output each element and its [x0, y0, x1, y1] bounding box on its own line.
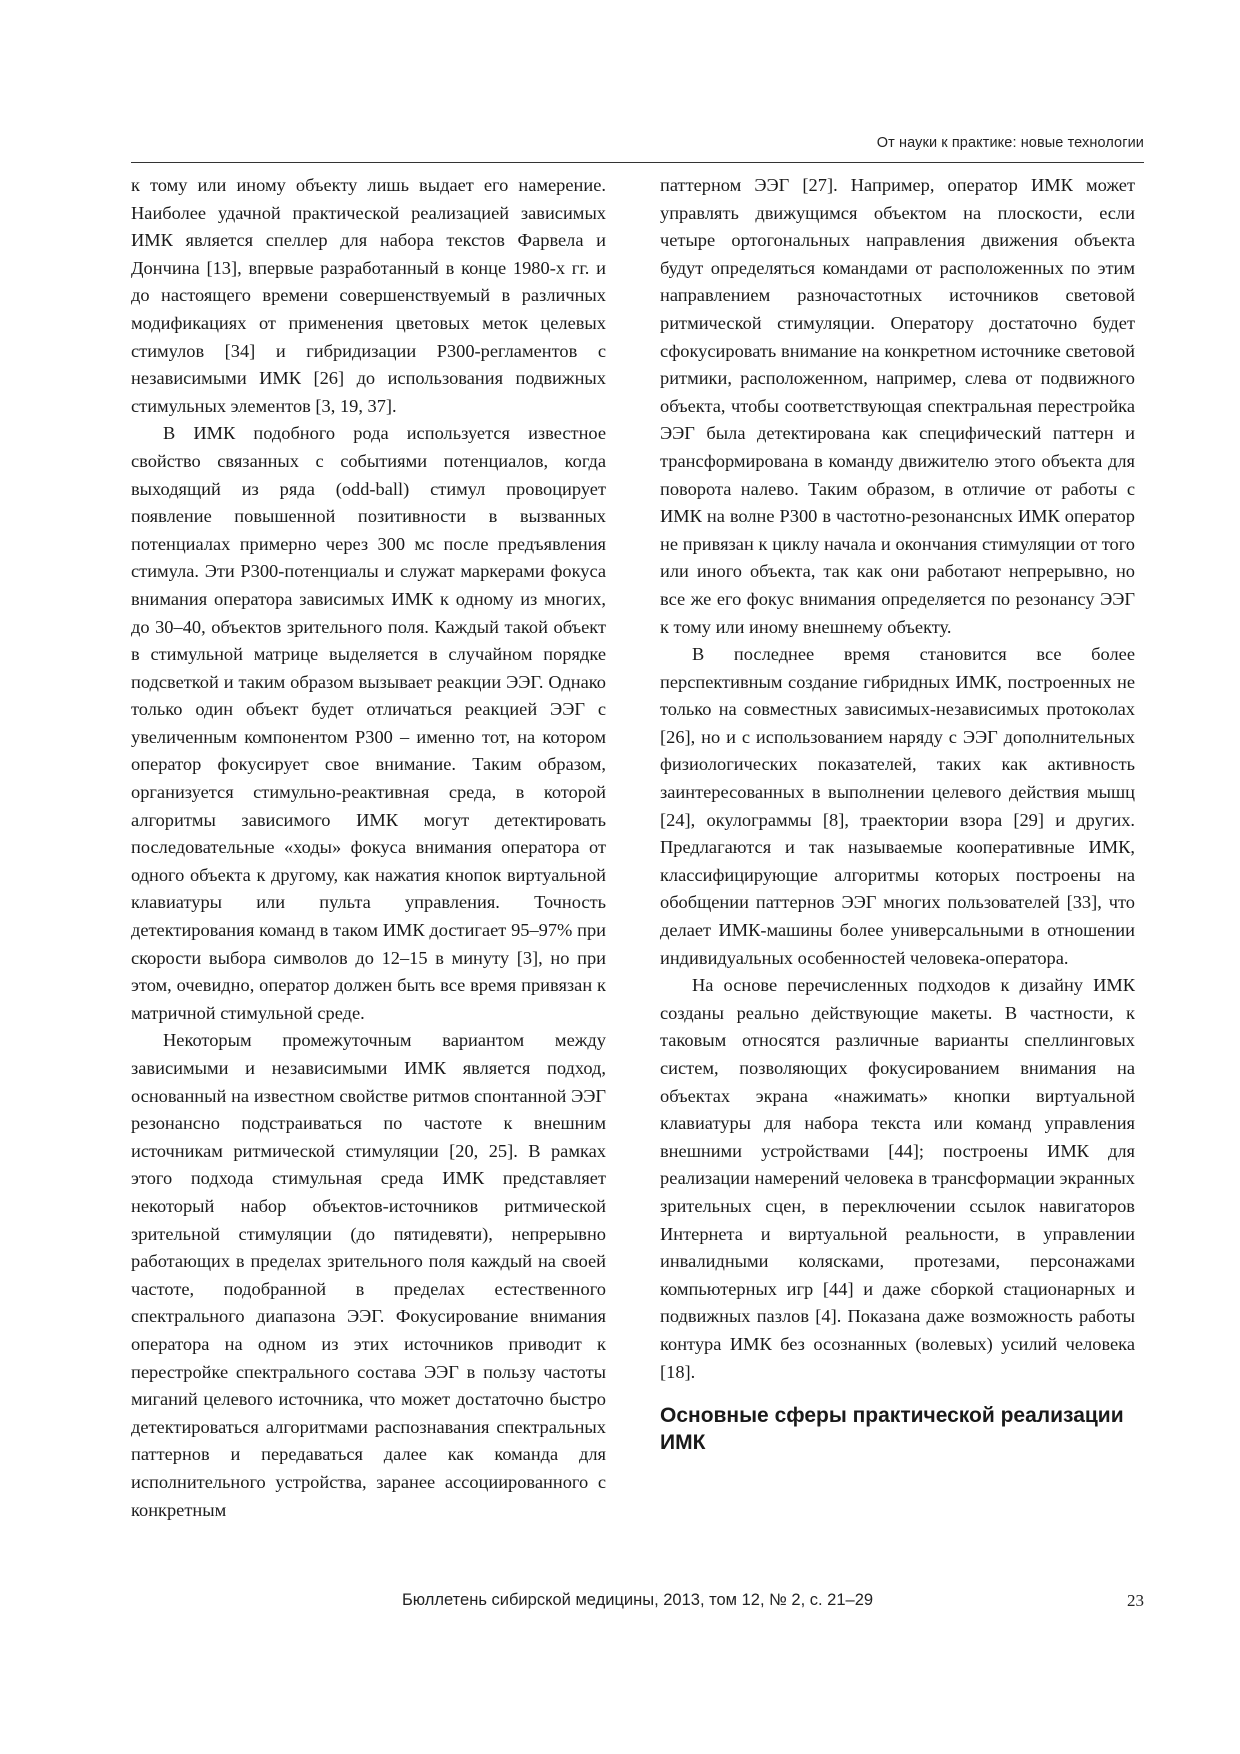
left-column — [131, 172, 606, 1524]
paragraph-right-2: В последнее время становится все более перспективным создание гибридных ИМК, построенных не только на совместных зависимых-независимых протоколах [26], но и с использованием наряду с ЭЭГ дополнительных физиологических показателей, таких как активность заинтересованных в выполнении целевого действия мышц [24], окулограммы [8], траектории взора [29] и других. Предлагаются и так называемые кооперативные ИМК, классифицирующие алгоритмы которых построены на обобщении паттернов ЭЭГ многих пользователей [33], что делает ИМК-машины более универсальными в отношении индивидуальных особенностей человека-оператора. — [660, 644, 1135, 968]
paragraph-right-3: На основе перечисленных подходов к дизайну ИМК созданы реально действующие макеты. В частности, к таковым относятся различные варианты спеллинговых систем, позволяющих фокусированием внимания на объектах экрана «нажимать» кнопки виртуальной клавиатуры для набора текста или команд управления внешними устройствами [44]; построены ИМК для реализации намерений человека в трансформации экранных зрительных сцен, в переключении ссылок навигаторов Интернета и виртуальной реальности, в управлении инвалидными колясками, протезами, персонажами компьютерных игр [44] и даже сборкой стационарных и подвижных пазлов [4]. Показана даже возможность работы контура ИМК без осознанных (волевых) усилий человека [18]. — [660, 975, 1135, 1382]
paragraph-left-2: В ИМК подобного рода используется известное свойство связанных с событиями потенциалов, когда выходящий из ряда (odd-ball) стимул провоцирует появление повышенной позитивности в вызванных потенциалах примерно через 300 мс после предъявления стимула. Эти P300-потенциалы и служат маркерами фокуса внимания оператора зависимых ИМК к одному из многих, до 30–40, объектов зрительного поля. Каждый такой объект в стимульной матрице выделяется в случайном порядке подсветкой и таким образом вызывает реакции ЭЭГ. Однако только один объект будет отличаться реакцией ЭЭГ с увеличенным компонентом P300 – именно тот, на котором оператор фокусирует свое внимание. Таким образом, организуется стимульно-реактивная среда, в которой алгоритмы зависимого ИМК могут детектировать последовательные «ходы» фокуса внимания оператора от одного объекта к другому, как нажатия кнопок виртуальной клавиатуры или пульта управления. Точность детектирования команд в таком ИМК достигает 95–97% при скорости выбора символов до 12–15 в минуту [3], но при этом, очевидно, оператор должен быть все время привязан к матричной стимульной среде. — [131, 423, 606, 1023]
header-rule — [131, 162, 1144, 163]
section-heading: Основные сферы практической реализации ИМК — [660, 1404, 1124, 1455]
page-number: 23 — [1127, 1591, 1144, 1610]
running-head: От науки к практике: новые технологии — [876, 135, 1144, 151]
paragraph-right-1: паттерном ЭЭГ [27]. Например, оператор ИМК может управлять движущимся объектом на плоскости, если четыре ортогональных направления движения объекта будут определяться командами от расположенных по этим направлением разночастотных источников световой ритмической стимуляции. Оператору достаточно будет сфокусировать внимание на конкретном источнике световой ритмики, расположенном, например, слева от подвижного объекта, чтобы соответствующая спектральная перестройка ЭЭГ была детектирована как специфический паттерн и трансформирована в команду движителю этого объекта для поворота налево. Таким образом, в отличие от работы с ИМК на волне P300 в частотно-резонансных ИМК оператор не привязан к циклу начала и окончания стимуляции от того или иного объекта, так как они работают непрерывно, но все же его фокус внимания определяется по резонансу ЭЭГ к тому или иному внешнему объекту. — [660, 175, 1135, 637]
paragraph-left-3: Некоторым промежуточным вариантом между зависимыми и независимыми ИМК является подход, основанный на известном свойстве ритмов спонтанной ЭЭГ резонансно подстраиваться по частоте к внешним источникам ритмической стимуляции [20, 25]. В рамках этого подхода стимульная среда ИМК представляет некоторый набор объектов-источников ритмической зрительной стимуляции (до пятидевяти), непрерывно работающих в пределах зрительного поля каждый на своей частоте, подобранной в пределах естественного спектрального диапазона ЭЭГ. Фокусирование внимания оператора на одном из этих источников приводит к перестройке спектрального состава ЭЭГ в пользу частоты миганий целевого источника, что может достаточно быстро детектироваться алгоритмами распознавания спектральных паттернов и передаваться далее как команда для исполнительного устройства, заранее ассоциированного с конкретным — [131, 1030, 606, 1520]
right-column — [660, 172, 1135, 1456]
footer-citation: Бюллетень сибирской медицины, 2013, том 12, № 2, с. 21–29 — [401, 1591, 874, 1609]
paragraph-left-1: к тому или иному объекту лишь выдает его намерение. Наиболее удачной практической реализацией зависимых ИМК является спеллер для набора текстов Фарвела и Дончина [13], впервые разработанный в конце 1980-х гг. и до настоящего времени совершенствуемый в различных модификациях от применения цветовых меток целевых стимулов [34] и гибридизации P300-регламентов с независимыми ИМК [26] до использования подвижных стимульных элементов [3, 19, 37]. — [131, 175, 606, 416]
